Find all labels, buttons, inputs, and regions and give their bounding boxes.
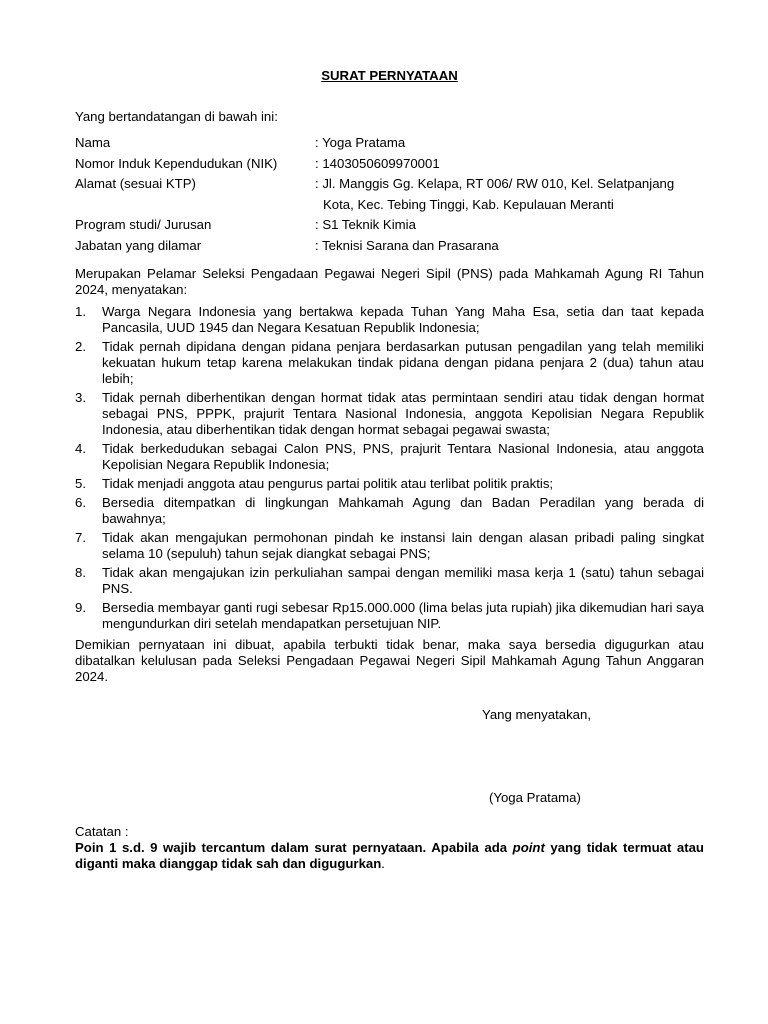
document-title: SURAT PERNYATAAN	[321, 68, 458, 83]
list-item-number: 8.	[75, 565, 86, 580]
list-item-text: Tidak pernah dipidana dengan pidana penjara berdasarkan putusan pengadilan yang telah memiliki kekuatan hukum tetap karena melakukan tindak pidana dengan pidana penjara 2 (dua) tahun atau lebih;	[102, 339, 704, 386]
identity-row-program	[75, 217, 704, 238]
identity-value: : S1 Teknik Kimia	[315, 217, 416, 232]
signature-label: Yang menyatakan,	[482, 707, 591, 722]
identity-row-nik	[75, 156, 704, 177]
list-item-number: 7.	[75, 530, 86, 545]
list-item-number: 4.	[75, 441, 86, 456]
identity-label: Nama	[75, 135, 111, 150]
identity-value: : Yoga Pratama	[315, 135, 406, 150]
list-item	[75, 530, 704, 562]
identity-value: : Teknisi Sarana dan Prasarana	[315, 237, 499, 253]
list-item-text: Tidak menjadi anggota atau pengurus partai politik atau terlibat politik praktis;	[102, 476, 554, 491]
list-item	[75, 476, 704, 492]
note-text-part: yang tidak termuat atau diganti maka dianggap tidak sah dan digugurkan	[75, 840, 704, 871]
list-item-text: Bersedia membayar ganti rugi sebesar Rp15.000.000 (lima belas juta rupiah) jika dikemudian hari saya mengundurkan diri setelah mendapatkan persetujuan NIP.	[102, 600, 704, 631]
signatory-name: (Yoga Pratama)	[489, 790, 581, 805]
note-text-part: Poin 1 s.d. 9 wajib tercantum dalam surat pernyataan. Apabila ada	[75, 840, 513, 855]
list-item	[75, 565, 704, 597]
identity-label: Alamat (sesuai KTP)	[75, 176, 196, 191]
note-label: Catatan :	[75, 824, 129, 839]
identity-row-name	[75, 135, 704, 156]
list-item-text: Tidak akan mengajukan permohonan pindah ke instansi lain dengan alasan pribadi paling singkat selama 10 (sepuluh) tahun sejak diangkat sebagai PNS;	[102, 530, 704, 561]
note-text	[75, 840, 704, 872]
identity-row-position	[75, 238, 704, 259]
list-item	[75, 390, 704, 438]
list-item-number: 3.	[75, 390, 86, 405]
list-item	[75, 441, 704, 473]
identity-label: Nomor Induk Kependudukan (NIK)	[75, 155, 278, 171]
identity-label: Program studi/ Jurusan	[75, 217, 212, 232]
list-item	[75, 339, 704, 387]
list-item-text: Tidak akan mengajukan izin perkuliahan sampai dengan memiliki masa kerja 1 (satu) tahun sebagai PNS.	[102, 565, 704, 596]
address-line-1: : Jl. Manggis Gg. Kelapa, RT 006/ RW 010, Kel. Selatpanjang	[315, 176, 675, 191]
identity-value: : 1403050609970001	[315, 155, 440, 171]
list-item-number: 2.	[75, 339, 86, 354]
intro-text: Yang bertandatangan di bawah ini:	[75, 109, 278, 124]
list-item	[75, 600, 704, 632]
note-text-italic: point	[512, 840, 545, 855]
identity-table	[75, 135, 704, 258]
list-item-number: 6.	[75, 495, 86, 510]
identity-row-address	[75, 176, 704, 217]
closing-paragraph: Demikian pernyataan ini dibuat, apabila terbukti tidak benar, maka saya bersedia digugurkan atau dibatalkan kelulusan pada Seleksi Pengadaan Pegawai Negeri Sipil Mahkamah Agung Tahun Anggaran 2024.	[75, 637, 704, 684]
list-item-number: 5.	[75, 476, 86, 491]
identity-label: Jabatan yang dilamar	[75, 237, 202, 253]
list-item	[75, 304, 704, 336]
identity-value-multiline	[315, 174, 704, 215]
list-item-text: Tidak berkedudukan sebagai Calon PNS, PNS, prajurit Tentara Nasional Indonesia, atau anggota Kepolisian Negara Republik Indonesia;	[102, 441, 704, 472]
list-item-text: Warga Negara Indonesia yang bertakwa kepada Tuhan Yang Maha Esa, setia dan taat kepada Pancasila, UUD 1945 dan Negara Kesatuan Republik Indonesia;	[102, 304, 704, 335]
list-item-number: 1.	[75, 304, 86, 319]
list-item-text: Bersedia ditempatkan di lingkungan Mahkamah Agung dan Badan Peradilan yang berada di bawahnya;	[102, 495, 704, 526]
address-line-2: Kota, Kec. Tebing Tinggi, Kab. Kepulauan Meranti	[323, 196, 614, 212]
list-item-number: 9.	[75, 600, 86, 615]
document-page	[75, 0, 704, 1024]
statement-points-list	[75, 304, 704, 635]
statement-paragraph: Merupakan Pelamar Seleksi Pengadaan Pegawai Negeri Sipil (PNS) pada Mahkamah Agung RI Tahun 2024, menyatakan:	[75, 266, 704, 297]
list-item-text: Tidak pernah diberhentikan dengan hormat tidak atas permintaan sendiri atau tidak dengan hormat sebagai PNS, PPPK, prajurit Tentara Nasional Indonesia, anggota Kepolisian Negara Republik Indonesia, atau diberhentikan tidak dengan hormat sebagai pegawai swasta;	[102, 390, 704, 437]
note-text-end: .	[381, 856, 385, 871]
list-item	[75, 495, 704, 527]
